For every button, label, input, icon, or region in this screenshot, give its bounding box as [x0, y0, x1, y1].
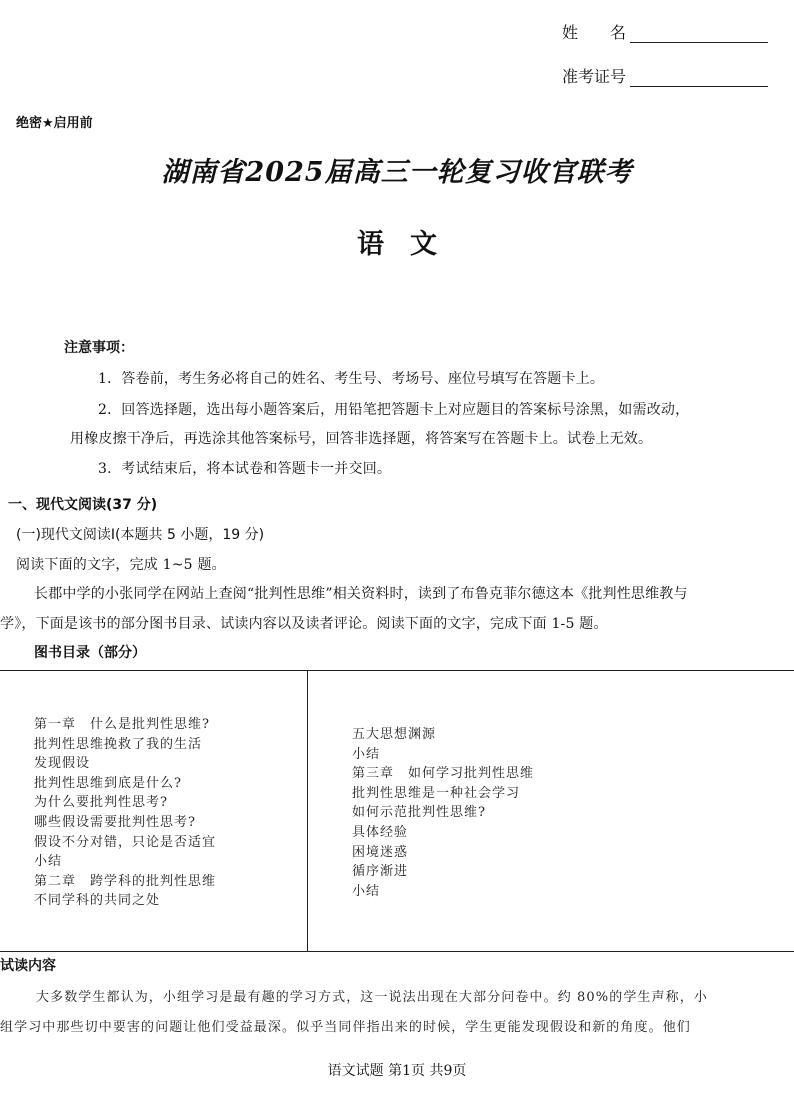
exam-id-field — [562, 64, 768, 87]
toc-entry: 不同学科的共同之处 — [34, 893, 161, 909]
toc-entry: 哪些假设需要批判性思考? — [34, 814, 196, 830]
toc-entry: 批判性思维是一种社会学习 — [352, 785, 521, 801]
toc-entry: 假设不分对错，只论是否适宜 — [34, 834, 217, 850]
name-field — [562, 20, 768, 43]
toc-divider — [307, 671, 308, 951]
name-blank — [630, 24, 768, 43]
intro-line-2: 学》，下面是该书的部分图书目录、试读内容以及读者评论。阅读下面的文字，完成下面 1-5 题。 — [0, 616, 608, 632]
toc-entry: 第一章 什么是批判性思维? — [34, 717, 210, 732]
subject-title: 语文 — [357, 229, 463, 260]
section-subheading: (一)现代文阅读Ⅰ(本题共 5 小题，19 分) — [16, 527, 265, 543]
toc-entry: 如何示范批判性思维? — [352, 805, 486, 821]
toc-entry: 小结 — [34, 854, 63, 870]
section-instruction: 阅读下面的文字，完成 1~5 题。 — [16, 557, 226, 573]
toc-left-column — [34, 715, 216, 911]
toc-entry: 循序渐进 — [352, 864, 409, 880]
toc-entry: 五大思想渊源 — [352, 727, 437, 742]
trial-heading: 试读内容 — [0, 958, 56, 974]
section-heading: 一、现代文阅读(37 分) — [8, 497, 158, 513]
toc-entry: 具体经验 — [352, 824, 409, 840]
toc-entry: 第二章 跨学科的批判性思维 — [34, 873, 217, 889]
toc-entry: 困境迷惑 — [352, 844, 409, 860]
toc-right-column — [352, 725, 534, 901]
exam-id-label: 准考证号 — [562, 67, 627, 86]
toc-entry: 批判性思维挽救了我的生活 — [34, 736, 203, 752]
page-footer: 语文试题 第1页 共9页 — [327, 1063, 467, 1079]
notes-item-2: 2．回答选择题，选出每小题答案后，用铅笔把答题卡上对应题目的答案标号涂黑，如需改动， — [98, 402, 690, 418]
exam-title: 湖南省2025届高三一轮复习收官联考 — [161, 157, 633, 188]
toc-entry: 第三章 如何学习批判性思维 — [352, 766, 535, 782]
toc-entry: 为什么要批判性思考? — [34, 795, 168, 811]
secret-label: 绝密★启用前 — [16, 116, 93, 131]
toc-entry: 批判性思维到底是什么? — [34, 775, 182, 791]
toc-table — [0, 670, 794, 952]
trial-line-2: 组学习中那些切中要害的问题让他们受益最深。似乎当同伴指出来的时候，学生更能发现假设和新的角度。他们 — [0, 1020, 691, 1035]
intro-line-1: 长郡中学的小张同学在网站上查阅“批判性思维”相关资料时，读到了布鲁克菲尔德这本《批判性思维教与 — [34, 586, 688, 602]
exam-id-blank — [630, 68, 768, 87]
toc-entry: 小结 — [352, 746, 381, 762]
trial-line-1: 大多数学生都认为，小组学习是最有趣的学习方式，这一说法出现在大部分问卷中。约 80%的学生声称，小 — [36, 990, 708, 1005]
toc-heading: 图书目录（部分） — [34, 645, 146, 661]
notes-heading: 注意事项： — [64, 340, 134, 356]
notes-item-2-cont: 用橡皮擦干净后，再选涂其他答案标号，回答非选择题，将答案写在答题卡上。试卷上无效。 — [70, 431, 653, 447]
toc-entry: 发现假设 — [34, 756, 91, 772]
notes-item-1: 1．答卷前，考生务必将自己的姓名、考生号、考场号、座位号填写在答题卡上。 — [98, 371, 605, 387]
notes-item-3: 3．考试结束后，将本试卷和答题卡一并交回。 — [98, 461, 392, 477]
name-label: 姓 名 — [562, 23, 627, 42]
toc-entry: 小结 — [352, 883, 381, 899]
